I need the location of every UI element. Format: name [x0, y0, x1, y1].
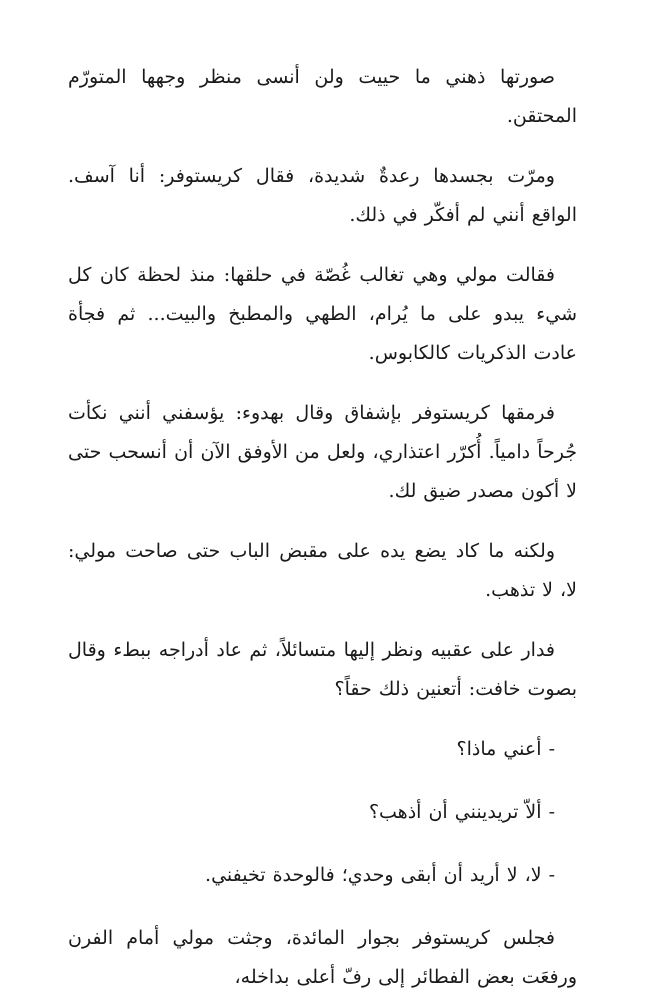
paragraph: فقالت مولي وهي تغالب غُصّة في حلقها: منذ لحظة كان كل شيء يبدو على ما يُرام، الطهي والمطبخ والبيت... ثم فجأة عادت الذكريات كالكابوس.: [68, 264, 577, 364]
dialogue-line: - لا، لا أريد أن أبقى وحدي؛ فالوحدة تخيفني.: [205, 864, 555, 886]
paragraph: ولكنه ما كاد يضع يده على مقبض الباب حتى صاحت مولي: لا، لا تذهب.: [68, 540, 577, 601]
paragraph: فرمقها كريستوفر بإشفاق وقال بهدوء: يؤسفني أنني نكأت جُرحاً دامياً. أُكرّر اعتذاري، ولعل من الأوفق الآن أن أنسحب حتى لا أكون مصدر ضيق لك.: [68, 402, 577, 502]
paragraph: ومرّت بجسدها رعدةٌ شديدة، فقال كريستوفر: أنا آسف. الواقع أنني لم أفكّر في ذلك.: [68, 165, 577, 226]
paragraph: فجلس كريستوفر بجوار المائدة، وجثت مولي أمام الفرن ورفعَت بعض الفطائر إلى رفّ أعلى بداخله،: [68, 927, 577, 988]
paragraph: صورتها ذهني ما حييت ولن أنسى منظر وجهها المتورّم المحتقن.: [68, 66, 577, 127]
dialogue-line: - أعني ماذا؟: [456, 738, 555, 760]
paragraph: فدار على عقبيه ونظر إليها متسائلاً، ثم عاد أدراجه ببطء وقال بصوت خافت: أتعنين ذلك حقاً؟: [68, 639, 577, 700]
dialogue-line: - ألاّ تريدينني أن أذهب؟: [368, 801, 555, 823]
